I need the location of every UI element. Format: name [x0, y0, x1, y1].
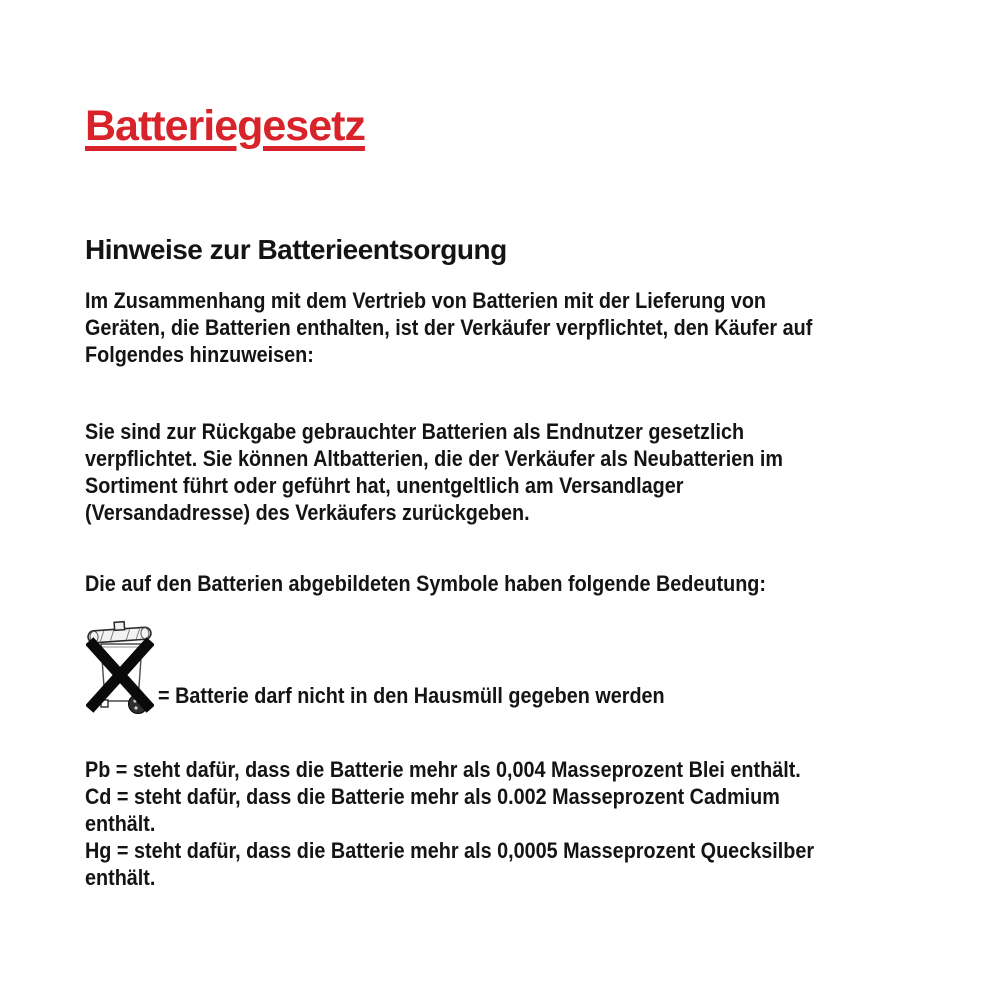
- intro-line-2: Geräten, die Batterien enthalten, ist der Verkäufer verpflichtet, den Käufer auf: [85, 315, 813, 340]
- substance-line-hg-cont: enthält.: [85, 865, 156, 890]
- bin-symbol-row: [86, 620, 786, 720]
- intro-line-3: Folgendes hinzuweisen:: [85, 342, 314, 367]
- substance-line-hg: Hg = steht dafür, dass die Batterie mehr als 0,0005 Masseprozent Quecksilber: [85, 838, 815, 863]
- crossed-out-wheeled-bin-icon: [86, 620, 154, 716]
- return-line-2: verpflichtet. Sie können Altbatterien, die der Verkäufer als Neubatterien im: [85, 446, 783, 471]
- substance-line-pb: Pb = steht dafür, dass die Batterie mehr als 0,004 Masseprozent Blei enthält.: [85, 757, 801, 782]
- substances-paragraph: [85, 756, 814, 891]
- bin-symbol-meaning: = Batterie darf nicht in den Hausmüll gegeben werden: [158, 683, 665, 708]
- return-line-3: Sortiment führt oder geführt hat, unentgeltlich am Versandlager: [85, 473, 684, 498]
- section-heading: Hinweise zur Batterieentsorgung: [85, 234, 507, 265]
- page-title: Batteriegesetz: [85, 102, 365, 150]
- return-line-4: (Versandadresse) des Verkäufers zurückgeben.: [85, 500, 530, 525]
- symbols-intro-line: Die auf den Batterien abgebildeten Symbole haben folgende Bedeutung:: [85, 571, 766, 596]
- substance-line-cd-cont: enthält.: [85, 811, 156, 836]
- return-line-1: Sie sind zur Rückgabe gebrauchter Batterien als Endnutzer gesetzlich: [85, 419, 745, 444]
- intro-paragraph: [85, 287, 812, 368]
- substance-line-cd: Cd = steht dafür, dass die Batterie mehr als 0.002 Masseprozent Cadmium: [85, 784, 780, 809]
- intro-line-1: Im Zusammenhang mit dem Vertrieb von Batterien mit der Lieferung von: [85, 288, 767, 313]
- return-obligation-paragraph: [85, 418, 783, 526]
